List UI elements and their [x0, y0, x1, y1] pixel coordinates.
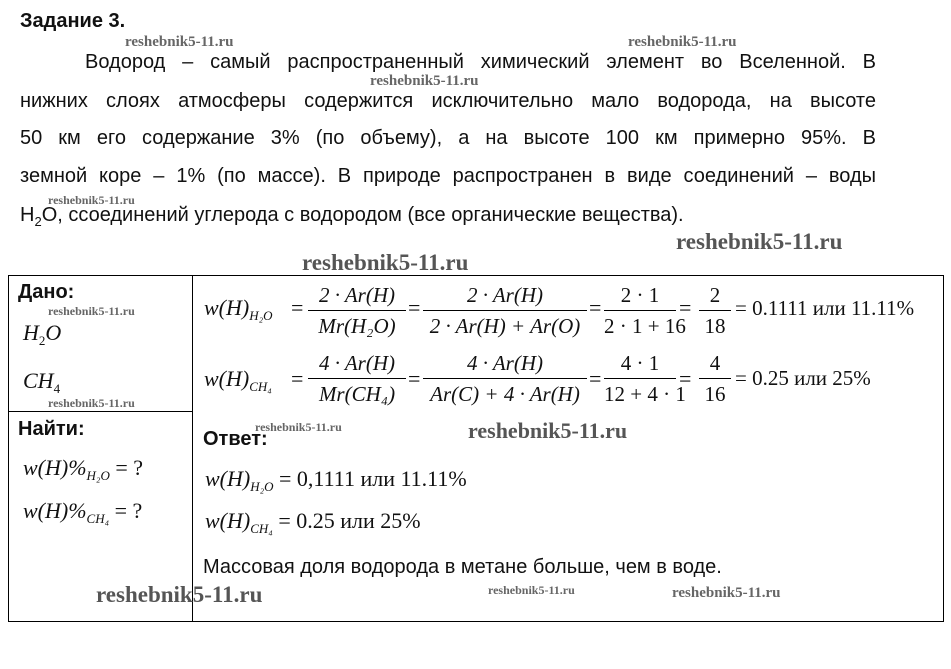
eq2-result: = 0.25 или 25%: [735, 366, 871, 390]
h2o-sub: 2: [34, 214, 42, 229]
given-h2o: $H_2O$: [23, 320, 62, 348]
eq2-equals: =: [679, 366, 692, 391]
given-label: Дано:: [18, 281, 75, 303]
watermark: reshebnik5-11.ru: [370, 73, 479, 89]
find-w-h2o: $w(H)\%_{H_2O}$ = ?: [23, 455, 144, 483]
answer-h2o: $w(H)_{H_2O} = 0,1111$ или 11.11%: [205, 466, 467, 494]
watermark: reshebnik5-11.ru: [96, 582, 263, 607]
answer-label: Ответ:: [203, 428, 268, 450]
eq2-frac-1: 4 · Ar(H) Mr(CH₄): [308, 350, 406, 407]
watermark: reshebnik5-11.ru: [488, 583, 575, 597]
h2o-h: H: [20, 204, 35, 226]
answer-conclusion: Массовая доля водорода в метане больше, чем в воде.: [203, 556, 722, 578]
eq1-equals: =: [408, 295, 421, 320]
task-title: Задание 3.: [20, 10, 126, 32]
given-ch4: $CH_4$: [23, 368, 61, 396]
table-divider-horizontal: [8, 411, 193, 412]
watermark: reshebnik5-11.ru: [302, 250, 469, 275]
eq2-frac-2: 4 · Ar(H) Ar(C) + 4 · Ar(H): [423, 350, 587, 407]
eq1-frac-4: 2 18: [699, 282, 731, 339]
watermark: reshebnik5-11.ru: [628, 34, 737, 50]
eq1-equals: =: [679, 295, 692, 320]
eq2-equals: =: [589, 366, 602, 391]
eq2-frac-4: 4 16: [699, 350, 731, 407]
eq1-frac-3: 2 · 1 2 · 1 + 16: [604, 283, 686, 338]
paragraph-line-1: Водород – самый распространенный химический элемент во Вселенной. В: [85, 51, 876, 73]
watermark: reshebnik5-11.ru: [672, 585, 781, 601]
watermark: reshebnik5-11.ru: [48, 193, 135, 207]
eq1-frac-2: 2 · Ar(H) 2 · Ar(H) + Ar(O): [423, 282, 587, 339]
eq2-lhs: $w(H)_{CH_4}$: [204, 366, 272, 394]
eq1-equals: =: [589, 295, 602, 320]
eq1-result: = 0.1111 или 11.11%: [735, 296, 915, 320]
answer-ch4: $w(H)_{CH_4} = 0.25$ или 25%: [205, 508, 421, 536]
paragraph-line-5-text: O, ссоединений углерода с водородом (все органические вещества).: [41, 204, 684, 226]
watermark: reshebnik5-11.ru: [125, 34, 234, 50]
watermark: reshebnik5-11.ru: [468, 418, 628, 443]
eq1-equals: =: [291, 295, 304, 320]
eq2-frac-3: 4 · 1 12 + 4 · 1: [604, 351, 686, 406]
eq1-frac-1: 2 · Ar(H) Mr(H₂O): [308, 282, 406, 339]
eq2-equals: =: [291, 366, 304, 391]
eq2-equals: =: [408, 366, 421, 391]
watermark: reshebnik5-11.ru: [48, 396, 135, 410]
watermark: reshebnik5-11.ru: [48, 304, 135, 318]
paragraph-line-3: 50 км его содержание 3% (по объему), а на высоте 100 км примерно 95%. В: [20, 127, 876, 149]
eq1-lhs: $w(H)_{H_2O}$: [204, 295, 273, 323]
paragraph-line-4: земной коре – 1% (по массе). В природе распространен в виде соединений – воды: [20, 165, 876, 187]
watermark: reshebnik5-11.ru: [676, 229, 843, 254]
paragraph-line-5: [20, 205, 876, 232]
table-divider-vertical: [192, 275, 193, 622]
find-label: Найти:: [18, 418, 85, 440]
watermark: reshebnik5-11.ru: [255, 420, 342, 434]
find-w-ch4: $w(H)\%_{CH_4}$ = ?: [23, 498, 143, 526]
paragraph-line-2: нижних слоях атмосферы содержится исключительно мало водорода, на высоте: [20, 90, 876, 112]
